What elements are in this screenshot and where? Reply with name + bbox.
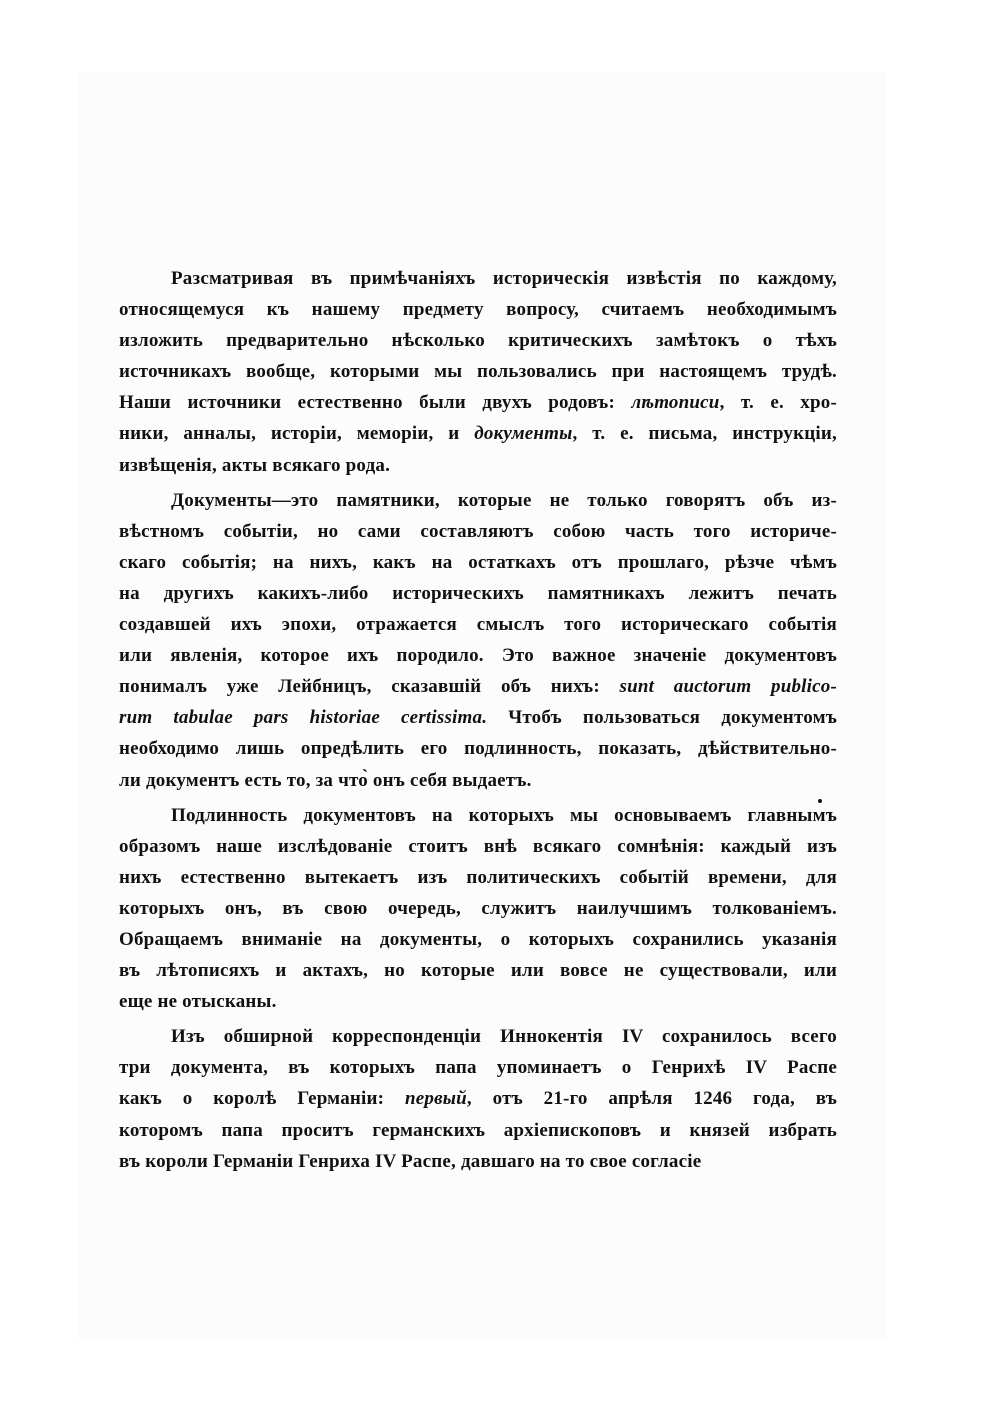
line-text: Изъ обширной корреспонденціи Иннокентія IV сохранилось всего <box>171 1026 837 1048</box>
text-line <box>119 609 837 640</box>
line-text: нихъ естественно вытекаетъ изъ политическихъ событій времени, для <box>119 866 837 888</box>
line-text: понималъ уже Лейбницъ, сказавшій объ нихъ: <box>119 676 620 698</box>
text-line <box>119 765 837 796</box>
line-text: еще не отысканы. <box>119 991 277 1013</box>
line-text: Подлинность документовъ на которыхъ мы основываемъ главнымъ <box>171 804 837 826</box>
text-line <box>119 893 837 924</box>
line-text: ники, анналы, исторіи, меморіи, и <box>119 423 475 445</box>
paragraph <box>119 485 837 796</box>
text-line <box>119 516 837 547</box>
line-text: образомъ наше изслѣдованіе стоитъ внѣ всякаго сомнѣнія: каждый изъ <box>119 835 837 857</box>
line-text: , отъ 21-го апрѣля 1246 года, въ <box>466 1088 837 1110</box>
text-line <box>119 986 837 1017</box>
paragraph <box>119 800 837 1018</box>
line-text: изложить предварительно нѣсколько критическихъ замѣтокъ о тѣхъ <box>119 330 837 352</box>
text-line <box>119 547 837 578</box>
line-text: , т. е. письма, инструкціи, <box>572 423 837 445</box>
line-text: Обращаемъ вниманіе на документы, о которыхъ сохранились указанія <box>119 928 837 950</box>
line-text: скаго событія; на нихъ, какъ на остаткахъ отъ прошлаго, рѣзче чѣмъ <box>119 551 837 573</box>
line-text: Наши источники естественно были двухъ родовъ: <box>119 392 632 414</box>
line-text: относящемуся къ нашему предмету вопросу, считаемъ необходимымъ <box>119 299 837 321</box>
text-line <box>119 640 837 671</box>
line-text: которомъ папа проситъ германскихъ архіепископовъ и князей избрать <box>119 1119 837 1141</box>
text-line <box>119 1083 837 1114</box>
line-text: создавшей ихъ эпохи, отражается смыслъ того историческаго событія <box>119 614 837 636</box>
line-text: вѣстномъ событіи, но сами составляютъ собою часть того историче- <box>119 520 837 542</box>
text-line <box>119 702 837 733</box>
paragraph <box>119 1021 837 1176</box>
text-line <box>119 955 837 986</box>
document-body <box>119 263 837 1177</box>
emphasized-text: лѣтописи <box>631 392 720 414</box>
line-text: какъ о королѣ Германіи: <box>119 1088 405 1110</box>
line-text: въ лѣтописяхъ и актахъ, но которые или вовсе не существовали, или <box>119 960 837 982</box>
text-line <box>119 578 837 609</box>
line-text: источникахъ вообще, которыми мы пользовались при настоящемъ трудѣ. <box>119 361 837 383</box>
text-line <box>119 671 837 702</box>
text-line <box>119 1021 837 1052</box>
line-text: Документы—это памятники, которые не только говорятъ объ из- <box>171 489 837 511</box>
text-line <box>119 831 837 862</box>
text-line <box>119 387 837 418</box>
line-text: ли документъ есть то, за что̀ онъ себя выдаетъ. <box>119 769 532 791</box>
line-text: или явленія, которое ихъ породило. Это важное значеніе документовъ <box>119 645 837 667</box>
line-text: Разсматривая въ примѣчаніяхъ историческія извѣстія по каждому, <box>171 268 837 289</box>
line-text: необходимо лишь опредѣлить его подлинность, показать, дѣйствительно- <box>119 738 837 760</box>
text-line <box>119 924 837 955</box>
text-line <box>119 325 837 356</box>
emphasized-text: первый <box>404 1088 467 1110</box>
emphasized-text: sunt auctorum publico- <box>619 676 837 698</box>
text-line <box>119 294 837 325</box>
line-text: которыхъ онъ, въ свою очередь, служитъ наилучшимъ толкованіемъ. <box>119 897 837 919</box>
line-text: въ короли Германіи Генриха IV Распе, давшаго на то свое согласіе <box>119 1150 702 1172</box>
text-line <box>119 1115 837 1146</box>
emphasized-text: документы <box>474 423 573 445</box>
line-text: Чтобъ пользоваться документомъ <box>487 707 837 729</box>
text-line <box>119 418 837 449</box>
text-line <box>119 485 837 516</box>
text-line <box>119 356 837 387</box>
line-text: три документа, въ которыхъ папа упоминаетъ о Генрихѣ IV Распе <box>119 1057 837 1079</box>
text-line <box>119 862 837 893</box>
ink-speck <box>818 799 822 803</box>
text-line <box>119 800 837 831</box>
text-line <box>119 733 837 764</box>
paragraph <box>119 263 837 481</box>
line-text: извѣщенія, акты всякаго рода. <box>119 454 391 476</box>
line-text: , т. е. хро- <box>719 392 837 414</box>
text-line <box>119 450 837 481</box>
text-line <box>119 1146 837 1177</box>
text-line <box>119 263 837 294</box>
text-line <box>119 1052 837 1083</box>
line-text: на другихъ какихъ-либо историческихъ памятникахъ лежитъ печать <box>119 582 837 604</box>
emphasized-text: rum tabulae pars historiae certissima. <box>119 707 488 729</box>
